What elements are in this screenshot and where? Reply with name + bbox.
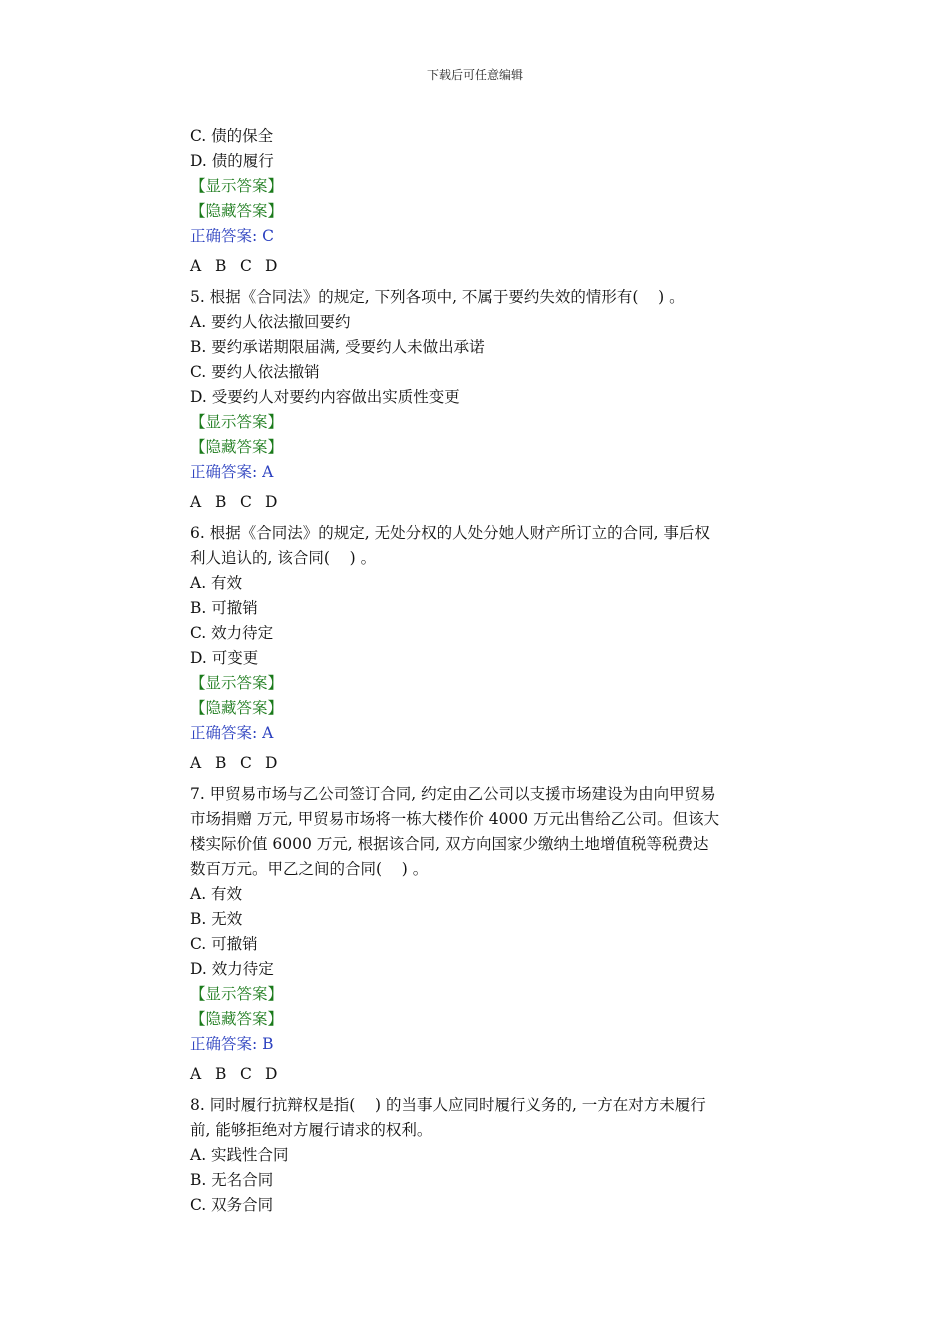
answer-choices <box>190 751 770 776</box>
question-block <box>190 782 770 1087</box>
choice-b[interactable]: B <box>215 493 227 511</box>
choice-a[interactable]: A <box>190 493 202 511</box>
choice-d[interactable]: D <box>265 1065 278 1083</box>
hide-answer-link[interactable]: 【隐藏答案】 <box>190 438 284 456</box>
answer-choices <box>190 490 770 515</box>
choice-a[interactable]: A <box>190 754 202 772</box>
question-stem-line: 8. 同时履行抗辩权是指( ) 的当事人应同时履行义务的, 一方在对方未履行 <box>190 1096 706 1114</box>
question-stem-line: 数百万元。甲乙之间的合同( ) 。 <box>190 860 429 878</box>
answer-choices <box>190 254 770 279</box>
option-line: D. 债的履行 <box>190 152 274 170</box>
option-line: C. 债的保全 <box>190 127 274 145</box>
choice-d[interactable]: D <box>265 257 278 275</box>
choice-b[interactable]: B <box>215 754 227 772</box>
option-line: D. 效力待定 <box>190 960 274 978</box>
option-line: A. 有效 <box>190 574 243 592</box>
page-header: 下载后可任意编辑 <box>426 68 523 82</box>
question-block <box>190 124 770 279</box>
choice-d[interactable]: D <box>265 493 278 511</box>
option-line: A. 实践性合同 <box>190 1146 289 1164</box>
show-answer-link[interactable]: 【显示答案】 <box>190 177 284 195</box>
correct-answer: 正确答案: A <box>190 463 274 481</box>
show-answer-link[interactable]: 【显示答案】 <box>190 413 284 431</box>
question-block <box>190 1093 770 1218</box>
option-line: B. 要约承诺期限届满, 受要约人未做出承诺 <box>190 338 485 356</box>
option-line: C. 效力待定 <box>190 624 274 642</box>
choice-c[interactable]: C <box>240 754 252 772</box>
choice-c[interactable]: C <box>240 493 252 511</box>
hide-answer-link[interactable]: 【隐藏答案】 <box>190 1010 284 1028</box>
correct-answer: 正确答案: C <box>190 227 275 245</box>
choice-a[interactable]: A <box>190 1065 202 1083</box>
correct-answer: 正确答案: A <box>190 724 274 742</box>
choice-b[interactable]: B <box>215 257 227 275</box>
option-line: C. 双务合同 <box>190 1196 274 1214</box>
question-stem-line: 前, 能够拒绝对方履行请求的权利。 <box>190 1121 433 1139</box>
option-line: C. 要约人依法撤销 <box>190 363 320 381</box>
question-stem-line: 7. 甲贸易市场与乙公司签订合同, 约定由乙公司以支援市场建设为由向甲贸易 <box>190 785 716 803</box>
correct-answer: 正确答案: B <box>190 1035 274 1053</box>
option-line: C. 可撤销 <box>190 935 258 953</box>
show-answer-link[interactable]: 【显示答案】 <box>190 985 284 1003</box>
option-line: A. 有效 <box>190 885 243 903</box>
choice-d[interactable]: D <box>265 754 278 772</box>
choice-c[interactable]: C <box>240 1065 252 1083</box>
show-answer-link[interactable]: 【显示答案】 <box>190 674 284 692</box>
choice-a[interactable]: A <box>190 257 202 275</box>
question-stem-line: 5. 根据《合同法》的规定, 下列各项中, 不属于要约失效的情形有( ) 。 <box>190 288 685 306</box>
choice-b[interactable]: B <box>215 1065 227 1083</box>
question-stem-line: 楼实际价值 6000 万元, 根据该合同, 双方向国家少缴纳土地增值税等税费达 <box>190 835 709 853</box>
hide-answer-link[interactable]: 【隐藏答案】 <box>190 202 284 220</box>
question-stem-line: 市场捐赠 万元, 甲贸易市场将一栋大楼作价 4000 万元出售给乙公司。但该大 <box>190 810 720 828</box>
question-list <box>190 124 770 1218</box>
hide-answer-link[interactable]: 【隐藏答案】 <box>190 699 284 717</box>
option-line: D. 可变更 <box>190 649 259 667</box>
option-line: A. 要约人依法撤回要约 <box>190 313 351 331</box>
answer-choices <box>190 1062 770 1087</box>
option-line: B. 可撤销 <box>190 599 258 617</box>
option-line: B. 无名合同 <box>190 1171 274 1189</box>
choice-c[interactable]: C <box>240 257 252 275</box>
question-stem-line: 利人追认的, 该合同( ) 。 <box>190 549 377 567</box>
option-line: D. 受要约人对要约内容做出实质性变更 <box>190 388 460 406</box>
question-block <box>190 521 770 776</box>
question-stem-line: 6. 根据《合同法》的规定, 无处分权的人处分她人财产所订立的合同, 事后权 <box>190 524 710 542</box>
question-block <box>190 285 770 515</box>
option-line: B. 无效 <box>190 910 243 928</box>
